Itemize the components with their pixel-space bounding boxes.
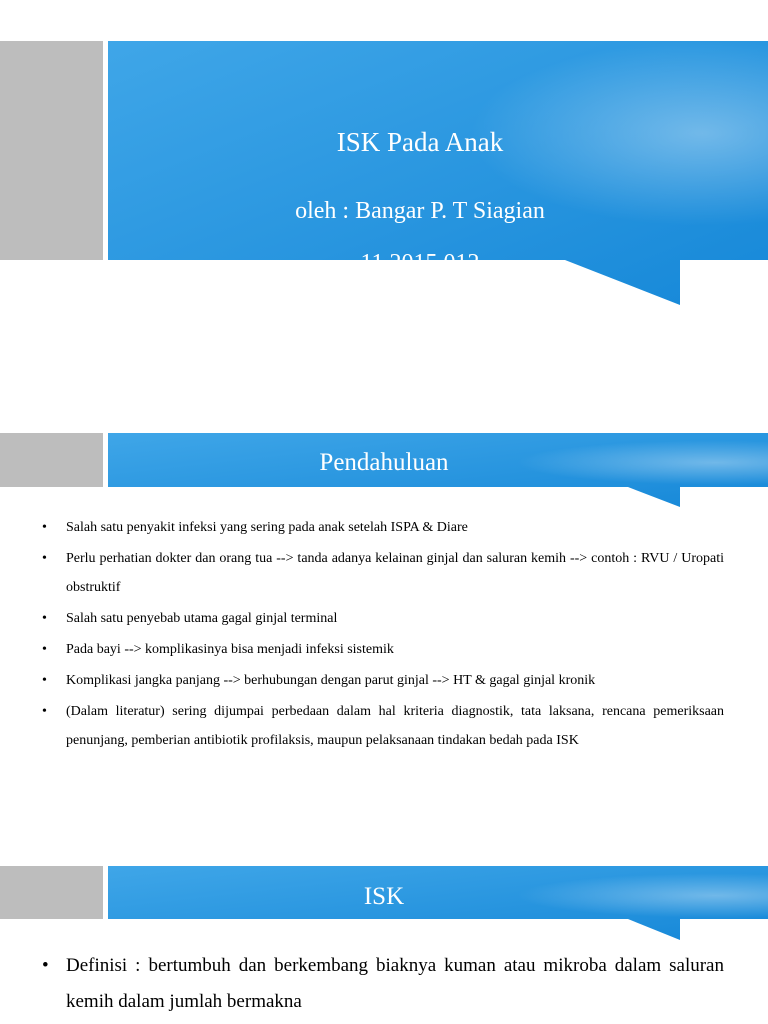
bullet-item: • Perlu perhatian dokter dan orang tua --> tanda adanya kelainan ginjal dan saluran kemih --> contoh : RVU / Uropati obstruktif [40,544,724,602]
bullet-item: • Salah satu penyebab utama gagal ginjal terminal [40,604,724,633]
slide-pendahuluan [0,433,768,833]
student-id-cut [180,250,660,276]
bullet-list [40,948,724,1020]
slide-heading: Pendahuluan [319,449,449,476]
bullet-item: • (Dalam literatur) sering dijumpai perbedaan dalam hal kriteria diagnostik, tata laksana, rencana pemeriksaan penunjang, pemberian antibiotik profilaksis, maupun pelaksanaan tindakan bedah pada ISK [40,697,724,755]
slide-isk [0,866,768,1024]
bullet-item: • Definisi : bertumbuh dan berkembang biaknya kuman atau mikroba dalam saluran kemih dalam jumlah bermakna [40,948,724,1020]
presentation-author: oleh : Bangar P. T Siagian [295,198,545,224]
grey-side-tab [0,41,103,260]
grey-side-tab [0,866,103,919]
student-id-text: 11.2015.012 [360,250,480,276]
bullet-item: • Komplikasi jangka panjang --> berhubungan dengan parut ginjal --> HT & gagal ginjal kronik [40,666,724,695]
presentation-title: ISK Pada Anak [336,127,504,157]
bullet-list [40,513,724,757]
grey-side-tab [0,433,103,487]
slide-heading: ISK [363,883,405,910]
slide-title [0,0,768,420]
bullet-item: • Salah satu penyakit infeksi yang sering pada anak setelah ISPA & Diare [40,513,724,542]
bullet-item: • Pada bayi --> komplikasinya bisa menjadi infeksi sistemik [40,635,724,664]
